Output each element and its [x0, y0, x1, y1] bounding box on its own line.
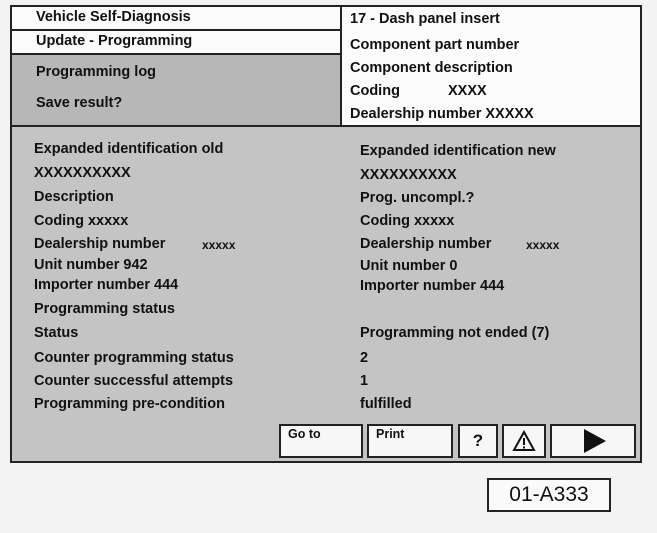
- help-button-label: ?: [472, 431, 484, 450]
- component-part-number-label: Component part number: [350, 37, 520, 53]
- figure-reference-label: 01-A333: [487, 478, 611, 512]
- dealership-number-label: Dealership number XXXXX: [350, 106, 534, 122]
- module-title: 17 - Dash panel insert: [350, 11, 500, 27]
- counter-programming-status-label: Counter programming status: [34, 350, 234, 366]
- old-coding: Coding xxxxx: [34, 213, 129, 229]
- programming-status-label: Programming status: [34, 301, 175, 317]
- new-importer-number: Importer number 444: [360, 278, 505, 294]
- counter-successful-attempts-value: 1: [360, 373, 369, 389]
- programming-log-title: Programming log: [36, 64, 157, 80]
- counter-successful-attempts-label: Counter successful attempts: [34, 373, 234, 389]
- save-result-prompt: Save result?: [36, 95, 123, 111]
- prog-uncompleted-label: Prog. uncompl.?: [360, 190, 475, 206]
- programming-precondition-value: fulfilled: [360, 396, 412, 412]
- new-dealership-label: Dealership number: [360, 236, 492, 252]
- goto-button[interactable]: [279, 424, 363, 458]
- coding-value: XXXX: [448, 83, 487, 99]
- new-id-value: XXXXXXXXXX: [360, 167, 457, 183]
- print-button[interactable]: [367, 424, 453, 458]
- programming-log-body: [12, 127, 640, 461]
- programming-log-panel: [12, 55, 340, 125]
- coding-label: Coding: [350, 83, 400, 99]
- diagnosis-screen: [10, 5, 642, 463]
- help-button[interactable]: [458, 424, 498, 458]
- header-left-panel: [12, 7, 342, 127]
- new-id-heading: Expanded identification new: [360, 143, 556, 159]
- old-id-value: XXXXXXXXXX: [34, 165, 131, 181]
- new-coding: Coding xxxxx: [360, 213, 455, 229]
- status-label: Status: [34, 325, 79, 341]
- status-value: Programming not ended (7): [360, 325, 550, 341]
- programming-precondition-label: Programming pre-condition: [34, 396, 225, 412]
- next-button[interactable]: [550, 424, 636, 458]
- tab-update-programming[interactable]: Update - Programming: [12, 31, 340, 55]
- warning-triangle-icon: [512, 430, 536, 452]
- old-dealership-label: Dealership number: [34, 236, 166, 252]
- old-description: Description: [34, 189, 114, 205]
- old-id-heading: Expanded identification old: [34, 141, 224, 157]
- warning-button[interactable]: [502, 424, 546, 458]
- component-info-panel: [342, 7, 640, 127]
- new-dealership-value: xxxxx: [526, 238, 560, 252]
- counter-programming-status-value: 2: [360, 350, 369, 366]
- goto-button-label: Go to: [288, 427, 321, 441]
- play-arrow-icon: [578, 427, 608, 455]
- coding-row: [350, 83, 487, 99]
- old-dealership-value: xxxxx: [202, 238, 236, 252]
- tab-vehicle-self-diagnosis[interactable]: Vehicle Self-Diagnosis: [12, 7, 340, 31]
- old-unit-number: Unit number 942: [34, 257, 148, 273]
- old-importer-number: Importer number 444: [34, 277, 179, 293]
- new-unit-number: Unit number 0: [360, 258, 458, 274]
- print-button-label: Print: [376, 427, 405, 441]
- component-description-label: Component description: [350, 60, 513, 76]
